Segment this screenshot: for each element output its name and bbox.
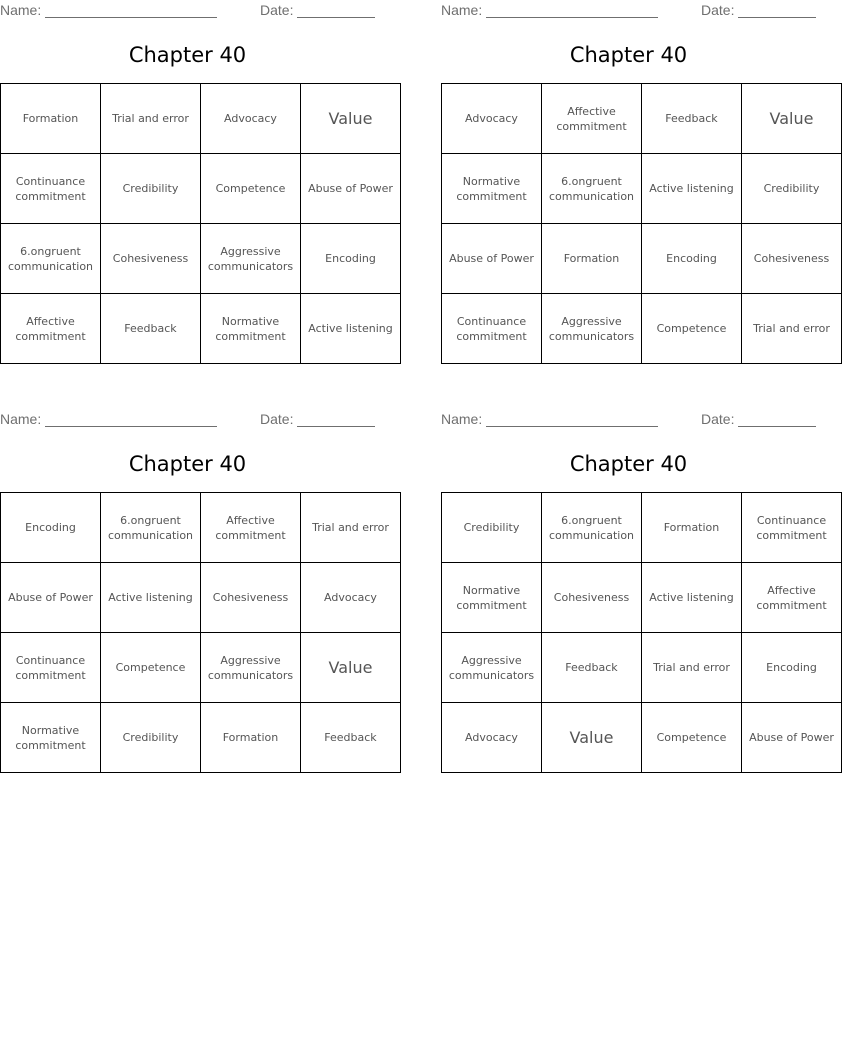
grid-cell: Advocacy — [201, 84, 301, 154]
grid-cell: Value — [742, 84, 842, 154]
grid-cell: Competence — [201, 154, 301, 224]
grid-cell: Value — [542, 703, 642, 773]
grid-row — [442, 703, 842, 773]
grid-row — [1, 154, 401, 224]
name-label: Name: — [441, 2, 483, 18]
grid-cell: Continuance commitment — [442, 294, 542, 364]
grid-cell: Normative commitment — [1, 703, 101, 773]
date-blank — [738, 17, 816, 18]
card-header — [441, 411, 816, 429]
date-blank — [738, 426, 816, 427]
grid-cell: Encoding — [742, 633, 842, 703]
grid-cell: Abuse of Power — [1, 563, 101, 633]
grid-cell: Cohesiveness — [542, 563, 642, 633]
grid-cell: Continuance commitment — [1, 633, 101, 703]
grid-cell: Encoding — [1, 493, 101, 563]
grid-cell: Formation — [642, 493, 742, 563]
grid-row — [442, 493, 842, 563]
grid-cell: Formation — [201, 703, 301, 773]
grid-cell: Competence — [101, 633, 201, 703]
grid-cell: Encoding — [301, 224, 401, 294]
grid-cell: Formation — [1, 84, 101, 154]
card-title: Chapter 40 — [128, 452, 247, 476]
grid-cell: Affective commitment — [1, 294, 101, 364]
date-label: Date: — [701, 2, 735, 18]
grid-row — [1, 294, 401, 364]
grid-cell: Active listening — [642, 563, 742, 633]
grid-row — [1, 633, 401, 703]
grid-cell: Feedback — [642, 84, 742, 154]
grid-cell: Value — [301, 84, 401, 154]
grid-cell: Aggressive communicators — [201, 224, 301, 294]
grid-cell: Normative commitment — [201, 294, 301, 364]
grid-row — [442, 633, 842, 703]
grid-cell: 6.ongruent communication — [542, 493, 642, 563]
grid-cell: Cohesiveness — [742, 224, 842, 294]
grid-cell: Feedback — [101, 294, 201, 364]
grid-cell: Abuse of Power — [301, 154, 401, 224]
grid-cell: 6.ongruent communication — [101, 493, 201, 563]
grid-cell: Cohesiveness — [101, 224, 201, 294]
grid-cell: Trial and error — [642, 633, 742, 703]
name-label: Name: — [0, 2, 42, 18]
grid-cell: Feedback — [542, 633, 642, 703]
name-label: Name: — [0, 411, 42, 427]
grid-cell: Abuse of Power — [742, 703, 842, 773]
grid-cell: Normative commitment — [442, 154, 542, 224]
name-blank — [45, 17, 217, 18]
grid-cell: Active listening — [301, 294, 401, 364]
grid-cell: Continuance commitment — [742, 493, 842, 563]
bingo-grid — [0, 83, 401, 364]
bingo-card — [0, 0, 393, 365]
grid-cell: Credibility — [442, 493, 542, 563]
grid-cell: Aggressive communicators — [542, 294, 642, 364]
grid-row — [1, 703, 401, 773]
card-title: Chapter 40 — [569, 43, 688, 67]
grid-cell: Advocacy — [442, 84, 542, 154]
grid-cell: 6.ongruent communication — [542, 154, 642, 224]
date-blank — [297, 17, 375, 18]
grid-cell: Advocacy — [442, 703, 542, 773]
grid-cell: Active listening — [101, 563, 201, 633]
grid-cell: Competence — [642, 703, 742, 773]
card-header — [0, 2, 375, 20]
grid-cell: Trial and error — [101, 84, 201, 154]
grid-cell: Affective commitment — [542, 84, 642, 154]
date-label: Date: — [260, 2, 294, 18]
date-label: Date: — [260, 411, 294, 427]
grid-cell: Advocacy — [301, 563, 401, 633]
grid-row — [1, 84, 401, 154]
bingo-card — [441, 0, 830, 365]
grid-cell: Active listening — [642, 154, 742, 224]
bingo-card — [0, 409, 389, 774]
grid-cell: Trial and error — [742, 294, 842, 364]
grid-cell: Credibility — [742, 154, 842, 224]
grid-cell: Competence — [642, 294, 742, 364]
grid-row — [1, 224, 401, 294]
grid-cell: Abuse of Power — [442, 224, 542, 294]
grid-cell: Trial and error — [301, 493, 401, 563]
grid-cell: Credibility — [101, 154, 201, 224]
grid-cell: Feedback — [301, 703, 401, 773]
name-blank — [486, 17, 658, 18]
card-title: Chapter 40 — [569, 452, 688, 476]
grid-cell: 6.ongruent communication — [1, 224, 101, 294]
grid-cell: Aggressive communicators — [442, 633, 542, 703]
grid-cell: Encoding — [642, 224, 742, 294]
date-blank — [297, 426, 375, 427]
bingo-grid — [0, 492, 401, 773]
grid-row — [442, 154, 842, 224]
grid-cell: Continuance commitment — [1, 154, 101, 224]
name-label: Name: — [441, 411, 483, 427]
grid-row — [1, 563, 401, 633]
name-blank — [45, 426, 217, 427]
grid-row — [442, 563, 842, 633]
grid-cell: Cohesiveness — [201, 563, 301, 633]
date-label: Date: — [701, 411, 735, 427]
grid-row — [442, 84, 842, 154]
bingo-card — [441, 409, 834, 774]
card-header — [441, 2, 816, 20]
grid-cell: Affective commitment — [201, 493, 301, 563]
grid-cell: Value — [301, 633, 401, 703]
grid-row — [1, 493, 401, 563]
bingo-grid — [441, 83, 842, 364]
grid-cell: Credibility — [101, 703, 201, 773]
card-title: Chapter 40 — [128, 43, 247, 67]
grid-cell: Formation — [542, 224, 642, 294]
grid-row — [442, 224, 842, 294]
grid-cell: Normative commitment — [442, 563, 542, 633]
bingo-grid — [441, 492, 842, 773]
grid-cell: Affective commitment — [742, 563, 842, 633]
card-header — [0, 411, 375, 429]
name-blank — [486, 426, 658, 427]
grid-cell: Aggressive communicators — [201, 633, 301, 703]
grid-row — [442, 294, 842, 364]
